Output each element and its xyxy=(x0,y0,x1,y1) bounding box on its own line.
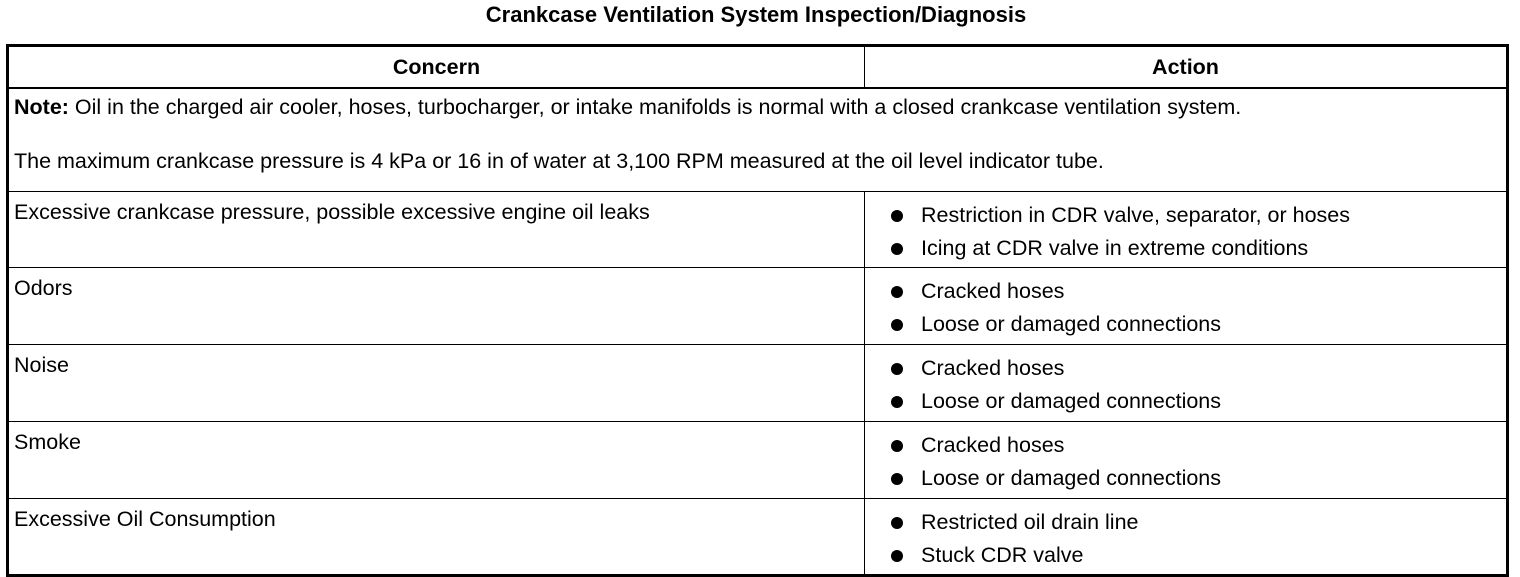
action-cell xyxy=(865,268,1508,345)
concern-cell: Smoke xyxy=(8,422,865,499)
column-header-concern: Concern xyxy=(8,46,865,89)
note-label: Note: xyxy=(14,95,69,119)
action-cell xyxy=(865,345,1508,422)
action-item: Icing at CDR valve in extreme conditions xyxy=(891,232,1501,265)
concern-cell: Odors xyxy=(8,268,865,345)
table-row xyxy=(8,268,1508,345)
action-item: Cracked hoses xyxy=(891,275,1501,308)
column-header-action: Action xyxy=(865,46,1508,89)
action-list xyxy=(891,199,1501,265)
action-item: Loose or damaged connections xyxy=(891,308,1501,341)
concern-cell: Noise xyxy=(8,345,865,422)
table-row xyxy=(8,345,1508,422)
action-item: Restricted oil drain line xyxy=(891,506,1501,539)
action-cell xyxy=(865,422,1508,499)
note-paragraph xyxy=(14,95,1501,119)
note-row xyxy=(8,88,1508,192)
action-cell xyxy=(865,192,1508,268)
table-header-row xyxy=(8,46,1508,89)
action-item: Loose or damaged connections xyxy=(891,385,1501,418)
action-item: Cracked hoses xyxy=(891,429,1501,462)
diagnosis-table xyxy=(6,44,1509,577)
action-list xyxy=(891,352,1501,418)
action-item: Restriction in CDR valve, separator, or hoses xyxy=(891,199,1501,232)
concern-cell: Excessive Oil Consumption xyxy=(8,499,865,576)
action-cell xyxy=(865,499,1508,576)
action-item: Cracked hoses xyxy=(891,352,1501,385)
note-text: Oil in the charged air cooler, hoses, turbocharger, or intake manifolds is normal with a closed crankcase ventilation system. xyxy=(68,95,1242,119)
table-row xyxy=(8,499,1508,576)
action-item: Loose or damaged connections xyxy=(891,462,1501,495)
page-title: Crankcase Ventilation System Inspection/Diagnosis xyxy=(485,2,1027,27)
pressure-note: The maximum crankcase pressure is 4 kPa or 16 in of water at 3,100 RPM measured at the oil level indicator tube. xyxy=(14,149,1104,173)
action-item: Stuck CDR valve xyxy=(891,539,1501,572)
table-row xyxy=(8,192,1508,268)
action-list xyxy=(891,506,1501,572)
table-row xyxy=(8,422,1508,499)
concern-cell: Excessive crankcase pressure, possible excessive engine oil leaks xyxy=(8,192,865,268)
note-cell xyxy=(8,88,1508,192)
action-list xyxy=(891,275,1501,341)
action-list xyxy=(891,429,1501,495)
